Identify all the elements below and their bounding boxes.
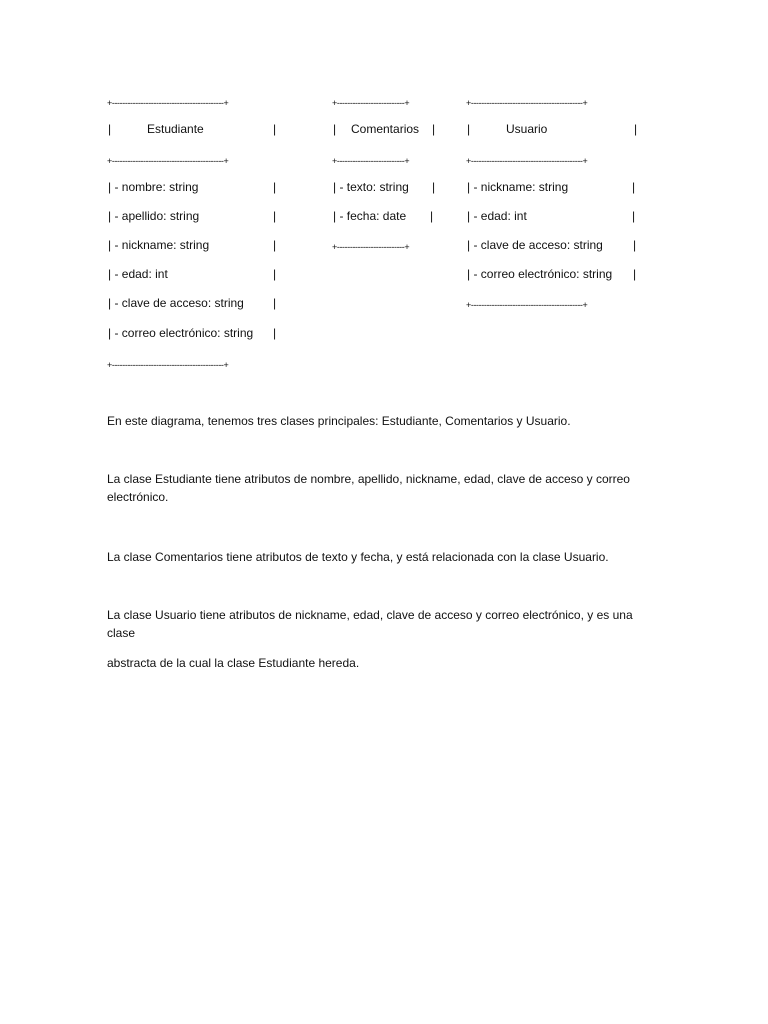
usuario-row-right-pipe: | [633,238,637,252]
estudiante-attribute: | - apellido: string [108,209,200,223]
usuario-header-border: +-------------------------------------------+ [466,156,588,166]
usuario-bottom-border: +-------------------------------------------+ [466,300,588,310]
estudiante-row-right-pipe: | [273,326,277,340]
comentarios-header-left-pipe: | [333,122,337,136]
usuario-title: Usuario [506,122,548,136]
usuario-attribute: | - correo electrónico: string [467,267,613,281]
comentarios-header-right-pipe: | [432,122,436,136]
usuario-attribute: | - nickname: string [467,180,569,194]
comentarios-bottom-border: +--------------------------+ [332,242,410,252]
usuario-header-right-pipe: | [634,122,638,136]
paragraph-comentarios: La clase Comentarios tiene atributos de texto y fecha, y está relacionada con la clase Usuario. [107,550,609,564]
estudiante-header-right-pipe: | [273,122,277,136]
estudiante-row-right-pipe: | [273,296,277,310]
usuario-attribute: | - clave de acceso: string [467,238,603,252]
estudiante-row-right-pipe: | [273,267,277,281]
estudiante-row-right-pipe: | [273,209,277,223]
usuario-row-right-pipe: | [633,267,637,281]
comentarios-attribute: | - fecha: date [333,209,407,223]
paragraph-estudiante: La clase Estudiante tiene atributos de nombre, apellido, nickname, edad, clave de acceso y correo electrónico. [107,472,630,504]
comentarios-row-right-pipe: | [432,180,436,194]
estudiante-attribute: | - nombre: string [108,180,199,194]
paragraph-intro: En este diagrama, tenemos tres clases principales: Estudiante, Comentarios y Usuario. [107,414,571,428]
estudiante-title: Estudiante [147,122,204,136]
comentarios-top-border: +--------------------------+ [332,98,410,108]
comentarios-row-right-pipe: | [430,209,434,223]
comentarios-header-border: +--------------------------+ [332,156,410,166]
paragraph-usuario-continued: abstracta de la cual la clase Estudiante hereda. [107,656,360,670]
usuario-attribute: | - edad: int [467,209,527,223]
comentarios-title: Comentarios [351,122,420,136]
estudiante-attribute: | - edad: int [108,267,168,281]
usuario-header-left-pipe: | [467,122,471,136]
estudiante-attribute: | - nickname: string [108,238,210,252]
paragraph-usuario: La clase Usuario tiene atributos de nickname, edad, clave de acceso y correo electrónico, y es una clase [107,608,633,640]
estudiante-row-right-pipe: | [273,180,277,194]
usuario-row-right-pipe: | [632,209,636,223]
comentarios-attribute: | - texto: string [333,180,409,194]
estudiante-header-border: +-------------------------------------------+ [107,156,229,166]
usuario-row-right-pipe: | [632,180,636,194]
estudiante-header-left-pipe: | [108,122,112,136]
usuario-top-border: +-------------------------------------------+ [466,98,588,108]
estudiante-row-right-pipe: | [273,238,277,252]
estudiante-top-border: +-------------------------------------------+ [107,98,229,108]
estudiante-attribute: | - clave de acceso: string [108,296,244,310]
estudiante-attribute: | - correo electrónico: string [108,326,254,340]
estudiante-bottom-border: +-------------------------------------------+ [107,360,229,370]
